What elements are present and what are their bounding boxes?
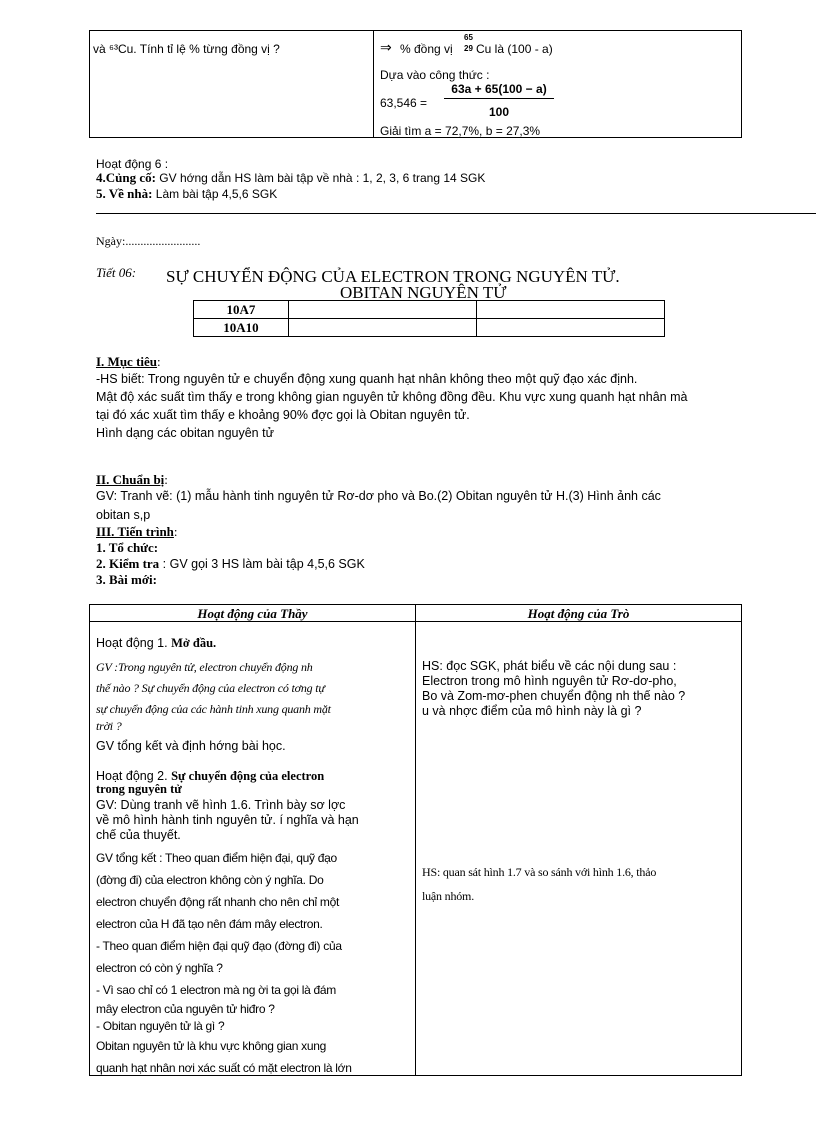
activity-2-name-cont: trong nguyên tử [96, 782, 182, 796]
organization-line: 1. Tổ chức: [96, 540, 159, 555]
isotope-mass-number: 65 [464, 33, 473, 42]
teacher-summary-2 [96, 847, 412, 1079]
student-observation-line: luận nhóm. [422, 889, 474, 903]
class-empty-cell [289, 301, 477, 319]
procedure-heading [96, 524, 178, 540]
teacher-summary-line: Obitan nguyên tử là khu vực không gian xung [96, 1039, 326, 1053]
arrow-icon: ⇒ [380, 39, 392, 55]
top-table [89, 30, 742, 138]
lesson-title-line2: OBITAN NGUYÊN TỬ [340, 283, 507, 302]
activity-table [89, 604, 742, 1076]
teacher-drawing-note [96, 798, 412, 843]
formula-denominator: 100 [488, 105, 510, 119]
class-cell: 10A7 [194, 301, 289, 319]
consolidation-label: 4.Củng cố: [96, 170, 156, 185]
objective-line: tại đó xác xuất tìm thấy e khoảng 90% đợc gọi là Obitan nguyên tử. [96, 408, 470, 422]
class-table [193, 300, 665, 337]
student-answer-line: Bo và Zom-mơ-phen chuyển động nh thế nào ? [422, 689, 686, 703]
teacher-question-line: thế nào ? Sự chuyển động của electron có tơng tự [96, 681, 325, 695]
horizontal-rule [96, 213, 816, 214]
objectives-list [96, 370, 687, 442]
preparation-line1: GV: Tranh vẽ: (1) mẫu hành tinh nguyên tử Rơ-dơ pho và Bo.(2) Obitan nguyên tử H.(3) Hình ảnh các [96, 489, 661, 503]
class-empty-cell [477, 319, 665, 337]
teacher-question-line: sự chuyển động của các hành tinh xung quanh mặt [96, 702, 331, 716]
student-answer-line: u và nhợc điểm của mô hình này là gì ? [422, 704, 642, 718]
fraction-bar [444, 98, 554, 99]
teacher-summary-line: electron có còn ý nghĩa ? [96, 961, 223, 975]
formula-numerator: 63a + 65(100 − a) [451, 82, 547, 96]
teacher-summary-line: electron của H đã tạo nên đám mây electron. [96, 917, 323, 931]
teacher-question [96, 657, 412, 732]
teacher-summary-line: (đờng đi) của electron không còn ý nghĩa. Do [96, 873, 324, 887]
formula-lhs: 63,546 = [380, 96, 428, 110]
procedure-heading-text: III. Tiến trình [96, 524, 174, 539]
top-table-left-text: và ⁶³Cu. Tính tỉ lệ % từng đồng vị ? [93, 42, 280, 56]
preparation-colon: : [164, 472, 168, 487]
consolidation-line [96, 170, 485, 186]
preparation-heading-text: II. Chuẩn bị [96, 472, 165, 487]
check-text: : GV gọi 3 HS làm bài tập 4,5,6 SGK [159, 557, 365, 571]
class-cell: 10A10 [194, 319, 289, 337]
student-answer-line: Electron trong mô hình nguyên tử Rơ-dơ-pho, [422, 674, 677, 688]
procedure-colon: : [173, 524, 178, 539]
teacher-summary-line: electron chuyển động rất nhanh cho nên chỉ một [96, 895, 340, 909]
activity-table-divider [415, 605, 416, 1075]
teacher-summary-1: GV tổng kết và định hớng bài học. [96, 739, 286, 753]
student-column-2 [422, 860, 738, 908]
homework-line [96, 186, 277, 202]
teacher-question-line: trời ? [96, 719, 122, 733]
teacher-question-line: GV :Trong nguyên tử, electron chuyển động nh [96, 660, 313, 674]
consolidation-text: GV hớng dẫn HS làm bài tập về nhà : 1, 2, 3, 6 trang 14 SGK [155, 171, 486, 185]
student-answer-line: HS: đọc SGK, phát biểu về các nội dung sau : [422, 659, 677, 673]
preparation-line2: obitan s,p [96, 508, 151, 522]
formula-intro: Dựa vào công thức : [380, 68, 490, 82]
preparation-heading [96, 472, 168, 488]
student-column-header: Hoạt động của Trò [527, 606, 630, 621]
objective-line: -HS biết: Trong nguyên tử e chuyển động xung quanh hạt nhân không theo một quỹ đạo xác định. [96, 372, 638, 386]
isotope-percent-label: % đồng vị [400, 42, 453, 56]
homework-text: Làm bài tập 4,5,6 SGK [152, 187, 278, 201]
teacher-summary-line: mây electron của nguyên tử hiđro ? [96, 1002, 275, 1016]
homework-label: 5. Về nhà: [96, 186, 153, 201]
activity-1-title [96, 635, 412, 651]
teacher-drawing-line: chế của thuyết. [96, 828, 181, 842]
activity-6-label: Hoạt động 6 : [96, 157, 169, 171]
teacher-summary-line: GV tổng kết : Theo quan điểm hiện đại, quỹ đạo [96, 851, 337, 865]
lesson-number: Tiết 06: [96, 265, 137, 280]
teacher-column-header: Hoạt động của Thầy [197, 606, 308, 621]
teacher-summary-line: - Theo quan điểm hiện đại quỹ đạo (đờng đi) của [96, 939, 342, 953]
teacher-drawing-line: GV: Dùng tranh vẽ hình 1.6. Trình bày sơ lợc [96, 798, 346, 812]
activity-1-name: Mở đầu. [171, 636, 217, 650]
date-line: Ngày:......................... [96, 234, 201, 248]
objective-line: Hình dạng các obitan nguyên tử [96, 426, 274, 440]
teacher-drawing-line: về mô hình hành tinh nguyên tử. í nghĩa và hạn [96, 813, 359, 827]
student-observation-line: HS: quan sát hình 1.7 và so sánh với hình 1.6, thảo [422, 865, 657, 879]
objective-line: Mật độ xác suất tìm thấy e trong không gian nguyên tử không đồng đều. Khu vực xung quanh hạt nhân mà [96, 390, 688, 404]
objectives-heading [96, 354, 161, 370]
isotope-percent-end: Cu là (100 - a) [476, 42, 553, 56]
objectives-heading-text: I. Mục tiêu [96, 354, 158, 369]
student-column [422, 659, 738, 719]
activity-1-prefix: Hoạt động 1. [96, 636, 172, 650]
isotope-atomic-number: 29 [464, 44, 473, 53]
class-empty-cell [477, 301, 665, 319]
teacher-column [96, 635, 412, 1079]
activity-2-name: Sự chuyển động của electron [171, 769, 325, 783]
class-row [194, 301, 665, 319]
solution-text: Giải tìm a = 72,7%, b = 27,3% [380, 124, 541, 138]
teacher-summary-line: - Obitan nguyên tử là gì ? [96, 1019, 225, 1033]
class-row [194, 319, 665, 337]
teacher-summary-line: quanh hạt nhân nơi xác suất có mặt electron là lớn [96, 1061, 352, 1075]
new-lesson-line: 3. Bài mới: [96, 572, 158, 587]
top-table-right [380, 31, 735, 137]
activity-2-prefix: Hoạt động 2. [96, 769, 172, 783]
lesson-title-line1: SỰ CHUYỂN ĐỘNG CỦA ELECTRON TRONG NGUYÊN TỬ. [166, 267, 620, 286]
teacher-summary-line: - Vì sao chỉ có 1 electron mà ng ời ta gọi là đám [96, 983, 336, 997]
top-table-divider [373, 31, 374, 137]
check-label: 2. Kiểm tra [96, 556, 160, 571]
activity-2-title [96, 770, 412, 796]
objectives-colon: : [157, 354, 161, 369]
check-line [96, 556, 365, 572]
class-empty-cell [289, 319, 477, 337]
